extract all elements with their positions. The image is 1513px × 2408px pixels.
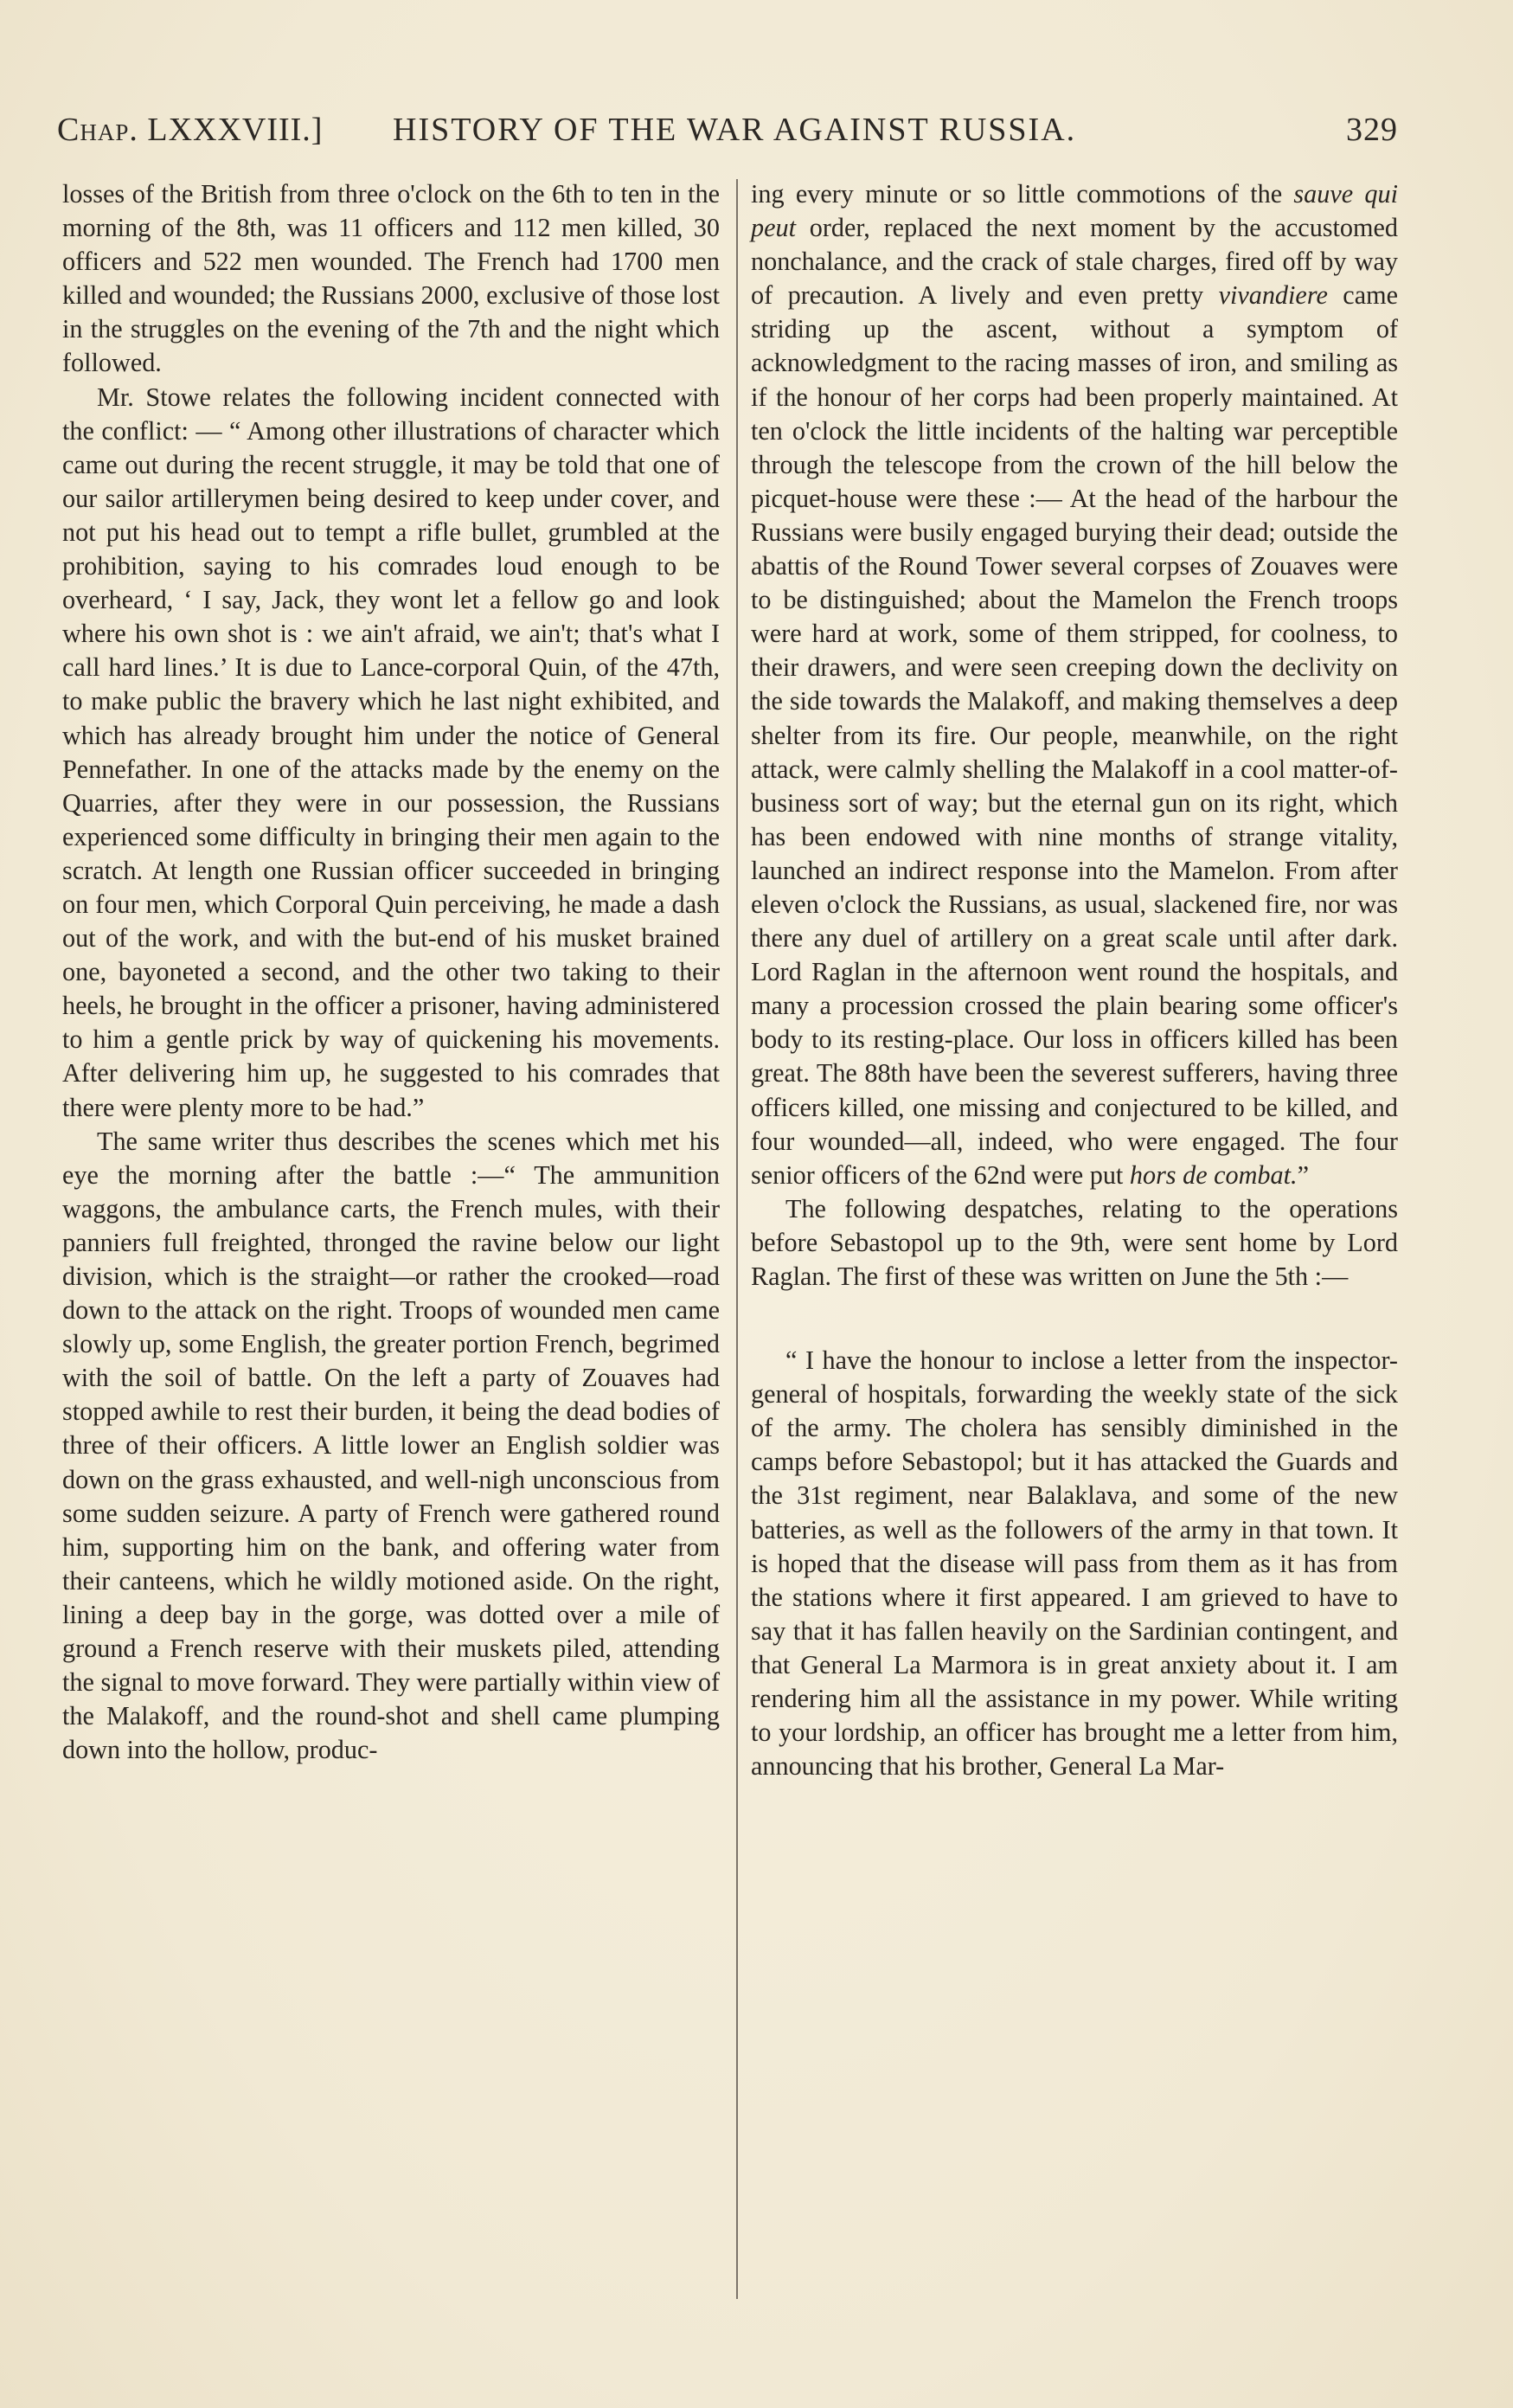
paragraph: The following despatches, relating to the operations before Sebastopol up to the 9th, were sent home by Lord Raglan. The first of these was written on June the 5th :— bbox=[751, 1193, 1398, 1291]
book-title: HISTORY OF THE WAR AGAINST RUSSIA. bbox=[393, 112, 1077, 148]
text-run: order, replaced the next moment by the accustomed nonchalance, and the crack of stale charges, fired off by way of precaution. A lively and even pretty bbox=[751, 213, 1398, 311]
running-head bbox=[57, 111, 1398, 154]
page-number: 329 bbox=[1346, 112, 1398, 148]
chapter-label: Chap. LXXXVIII.] bbox=[57, 112, 324, 148]
right-column bbox=[751, 177, 1398, 1783]
italic-text: vivandiere bbox=[1218, 280, 1328, 311]
left-column bbox=[62, 177, 720, 1767]
text-run: ing every minute or so little commotions of the bbox=[751, 179, 1294, 209]
paragraph: Mr. Stowe relates the following incident connected with the conflict: — “ Among other illustrations of character which came out during the recent struggle, it may be told that one of our sailor artillerymen being desired to keep under cover, and not put his head out to tempt a rifle bullet, grumbled at the prohibition, saying to his comrades loud enough to be overheard, ‘ I say, Jack, they wont let a fellow go and look where his own shot is : we ain't afraid, we ain't; that's what I call hard lines.’ It is due to Lance-corporal Quin, of the 47th, to make public the bravery which he last night exhibited, and which has already brought him under the notice of General Pennefather. In one of the attacks made by the enemy on the Quarries, after they were in our possession, the Russians experienced some difficulty in bringing their men again to the scratch. At length one Russian officer succeeded in bringing on four men, which Corporal Quin perceiving, he made a dash out of the work, and with the but-end of his musket brained one, bayoneted a second, and the other two taking to their heels, he brought in the officer a prisoner, having administered to him a gentle prick by way of quickening his movements. After delivering him up, he suggested to his comrades that there were plenty more to be had.” bbox=[62, 382, 720, 1122]
column-divider bbox=[736, 179, 738, 2299]
text-run: ” bbox=[1297, 1159, 1309, 1190]
section-gap bbox=[751, 1294, 1398, 1344]
paragraph: “ I have the honour to inclose a letter from the inspector-general of hospitals, forwarding the weekly state of the sick of the army. The cholera has sensibly diminished in the camps before Sebastopol; but it has attacked the Guards and the 31st regiment, near Balaklava, and some of the new batteries, as well as the followers of the army in that town. It is hoped that the disease will pass from them as it has from the stations where it first appeared. I am grieved to have to say that it has fallen heavily on the Sardinian contingent, and that General La Marmora is in great anxiety about it. I am rendering him all the assistance in my power. While writing to your lordship, an officer has brought me a letter from him, announcing that his brother, General La Mar- bbox=[751, 1345, 1398, 1782]
italic-text: sauve qui peut bbox=[751, 179, 1398, 243]
paragraph bbox=[751, 177, 1398, 1192]
text-run: came striding up the ascent, without a symptom of acknowledgment to the racing masses of iron, and smiling as if the honour of her corps had been properly maintained. At ten o'clock the little incidents of the halting war perceptible through the telescope from the crown of the hill below the picquet-house were these :— At the head of the harbour the Russians were busily engaged burying their dead; outside the abattis of the Round Tower several corpses of Zouaves were to be distinguished; about the Mamelon the French troops were hard at work, some of them stripped, for coolness, to their drawers, and were seen creeping down the declivity on the side towards the Malakoff, and making themselves a deep shelter from its fire. Our people, meanwhile, on the right attack, were calmly shelling the Malakoff in a cool matter-of-business sort of way; but the eternal gun on its right, which has been endowed with nine months of strange vitality, launched an indirect response into the Mamelon. From after eleven o'clock the Russians, as usual, slackened fire, nor was there any duel of artillery on a great scale until after dark. Lord Raglan in the afternoon went round the hospitals, and many a procession crossed the plain bearing some officer's body to its resting-place. Our loss in officers killed has been great. The 88th have been the severest sufferers, having three officers killed, one missing and conjectured to be killed, and four wounded—all, indeed, who were engaged. The four senior officers of the 62nd were put bbox=[751, 280, 1398, 1190]
italic-text: hors de combat. bbox=[1129, 1159, 1298, 1190]
paragraph: losses of the British from three o'clock on the 6th to ten in the morning of the 8th, was 11 officers and 112 men killed, 30 officers and 522 men wounded. The French had 1700 men killed and wounded; the Russians 2000, exclusive of those lost in the struggles on the evening of the 7th and the night which followed. bbox=[62, 179, 720, 378]
paragraph: The same writer thus describes the scenes which met his eye the morning after the battle :—“ The ammunition waggons, the ambulance carts, the French mules, with their panniers full freighted, thronged the ravine below our light division, which is the straight—or rather the crooked—road down to the attack on the right. Troops of wounded men came slowly up, some English, the greater portion French, begrimed with the soil of battle. On the left a party of Zouaves had stopped awhile to rest their burden, it being the dead bodies of three of their officers. A little lower an English soldier was down on the grass exhausted, and well-nigh unconscious from some sudden seizure. A party of French were gathered round him, supporting him on the bank, and offering water from their canteens, which he wildly motioned aside. On the right, lining a deep bay in the gorge, was dotted over a mile of ground a French reserve with their muskets piled, attending the signal to move forward. They were partially within view of the Malakoff, and the round-shot and shell came plumping down into the hollow, produc- bbox=[62, 1126, 720, 1765]
